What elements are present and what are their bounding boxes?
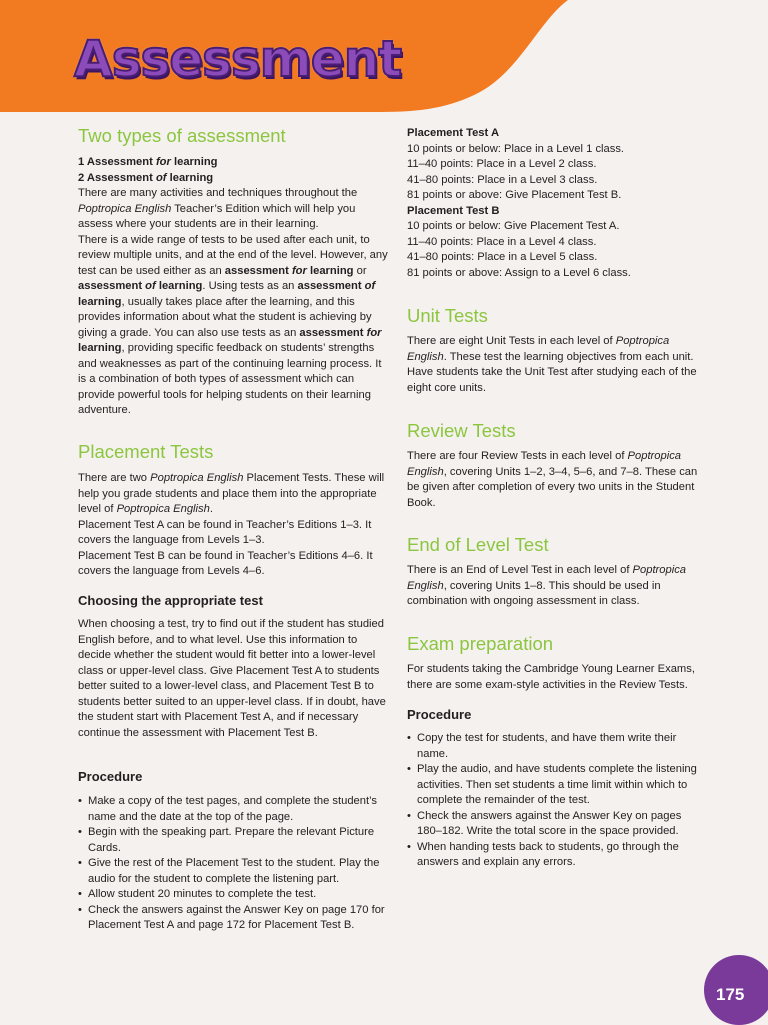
list-item: • Check the answers against the Answer Key on page 170 for Placement Test A and page 172 for Placement Test B.	[78, 903, 388, 934]
score-line: 10 points or below: Give Placement Test A.	[407, 220, 620, 232]
review-tests-body	[407, 449, 707, 511]
placement-paragraph-2: Placement Test A can be found in Teacher’s Editions 1–3. It covers the language from Levels 1–3.	[78, 518, 372, 546]
end-of-level-body	[407, 563, 707, 610]
placement-paragraph-1: There are two Poptropica English Placement Tests. These will help you grade students and place them into the appropriate level of Poptropica English.	[78, 472, 385, 515]
procedure-list-right	[407, 731, 707, 871]
choosing-paragraph: When choosing a test, try to find out if the student has studied English before, and to what level. Use this information to decide whether the student would fit better into a lower-level class or upper-level class. Give Placement Test A to students better suited to a lower-level class, and Placement Test B to students better suited to an upper-level class. If in doubt, have the student start with Placement Test A, and if necessary continue the assessment with Placement Test B.	[78, 618, 386, 739]
two-types-paragraph-2: There is a wide range of tests to be used after each unit, to review multiple units, and at the end of the level. However, any test can be used either as an assessment for learning or assessment of learning. Using tests as an assessment of learning, usually takes place after the learning, and this provides information about what the student is achieving by giving a grade. You can also use tests as an assessment for learning, providing specific feedback on students’ strengths and weaknesses as part of the continuing learning process. It is a combination of both types of assessment which can provide powerful tools for helping students on their learning adventure.	[78, 233, 388, 416]
list-item: • Copy the test for students, and have them write their name.	[407, 731, 707, 762]
assessment-of-item: 2 Assessment of learning	[78, 171, 214, 184]
two-types-paragraph-1: There are many activities and techniques throughout the Poptropica English Teacher’s Edition which will help you assess where your students are in their learning.	[78, 187, 358, 230]
list-item: • Check the answers against the Answer Key on pages 180–182. Write the total score in the space provided.	[407, 809, 707, 840]
score-line: 81 points or above: Give Placement Test B.	[407, 189, 622, 201]
procedure-heading-left: Procedure	[78, 769, 143, 784]
review-tests-paragraph: There are four Review Tests in each level of Poptropica English, covering Units 1–2, 3–4, 5–6, and 7–8. These can be given after completion of every two units in the Student Book.	[407, 450, 698, 509]
list-item: • When handing tests back to students, go through the answers and explain any errors.	[407, 840, 707, 871]
score-line: 10 points or below: Place in a Level 1 class.	[407, 142, 625, 155]
placement-test-a-scores	[407, 126, 707, 281]
exam-prep-paragraph: For students taking the Cambridge Young Learner Exams, there are some exam-style activities in the Review Tests.	[407, 663, 695, 691]
two-types-list	[78, 155, 388, 419]
exam-prep-body	[407, 662, 707, 693]
section-heading-two-types: Two types of assessment	[78, 125, 286, 146]
list-item: • Begin with the speaking part. Prepare the relevant Picture Cards.	[78, 825, 388, 856]
section-heading-exam-prep: Exam preparation	[407, 633, 554, 654]
score-line: 81 points or above: Assign to a Level 6 class.	[407, 266, 631, 279]
placement-test-a-heading: Placement Test A	[407, 127, 500, 139]
section-heading-placement: Placement Tests	[78, 441, 214, 462]
score-line: 11–40 points: Place in a Level 2 class.	[407, 158, 597, 170]
score-line: 41–80 points: Place in a Level 3 class.	[407, 173, 598, 186]
list-item: • Give the rest of the Placement Test to the student. Play the audio for the student to complete the listening part.	[78, 856, 388, 887]
score-line: 11–40 points: Place in a Level 4 class.	[407, 235, 597, 248]
unit-tests-body	[407, 334, 707, 396]
placement-test-b-heading: Placement Test B	[407, 204, 500, 217]
choosing-body	[78, 617, 388, 741]
procedure-heading-right: Procedure	[407, 707, 472, 722]
page-title: Assessment	[74, 30, 402, 88]
section-heading-unit-tests: Unit Tests	[407, 305, 488, 326]
choosing-heading: Choosing the appropriate test	[78, 593, 263, 608]
procedure-list-left	[78, 794, 388, 934]
list-item: • Make a copy of the test pages, and complete the student’s name and the date at the top of the page.	[78, 794, 388, 825]
list-item: • Allow student 20 minutes to complete the test.	[78, 887, 388, 903]
placement-paragraph-3: Placement Test B can be found in Teacher’s Editions 4–6. It covers the language from Levels 4–6.	[78, 549, 373, 577]
page-number: 175	[716, 985, 745, 1004]
placement-body	[78, 471, 388, 580]
assessment-for-item: 1 Assessment for learning	[78, 156, 218, 168]
section-heading-review-tests: Review Tests	[407, 420, 516, 441]
list-item: • Play the audio, and have students complete the listening activities. Then set students a time limit within which to complete the remainder of the test.	[407, 762, 707, 809]
page-number-badge	[704, 955, 768, 1025]
end-of-level-paragraph: There is an End of Level Test in each level of Poptropica English, covering Units 1–8. This should be used in combination with ongoing assessment in class.	[407, 564, 687, 607]
score-line: 41–80 points: Place in a Level 5 class.	[407, 251, 598, 263]
section-heading-end-of-level: End of Level Test	[407, 534, 549, 555]
unit-tests-paragraph: There are eight Unit Tests in each level of Poptropica English. These test the learning objectives from each unit. Have students take the Unit Test after studying each of the eight core units.	[407, 335, 697, 394]
